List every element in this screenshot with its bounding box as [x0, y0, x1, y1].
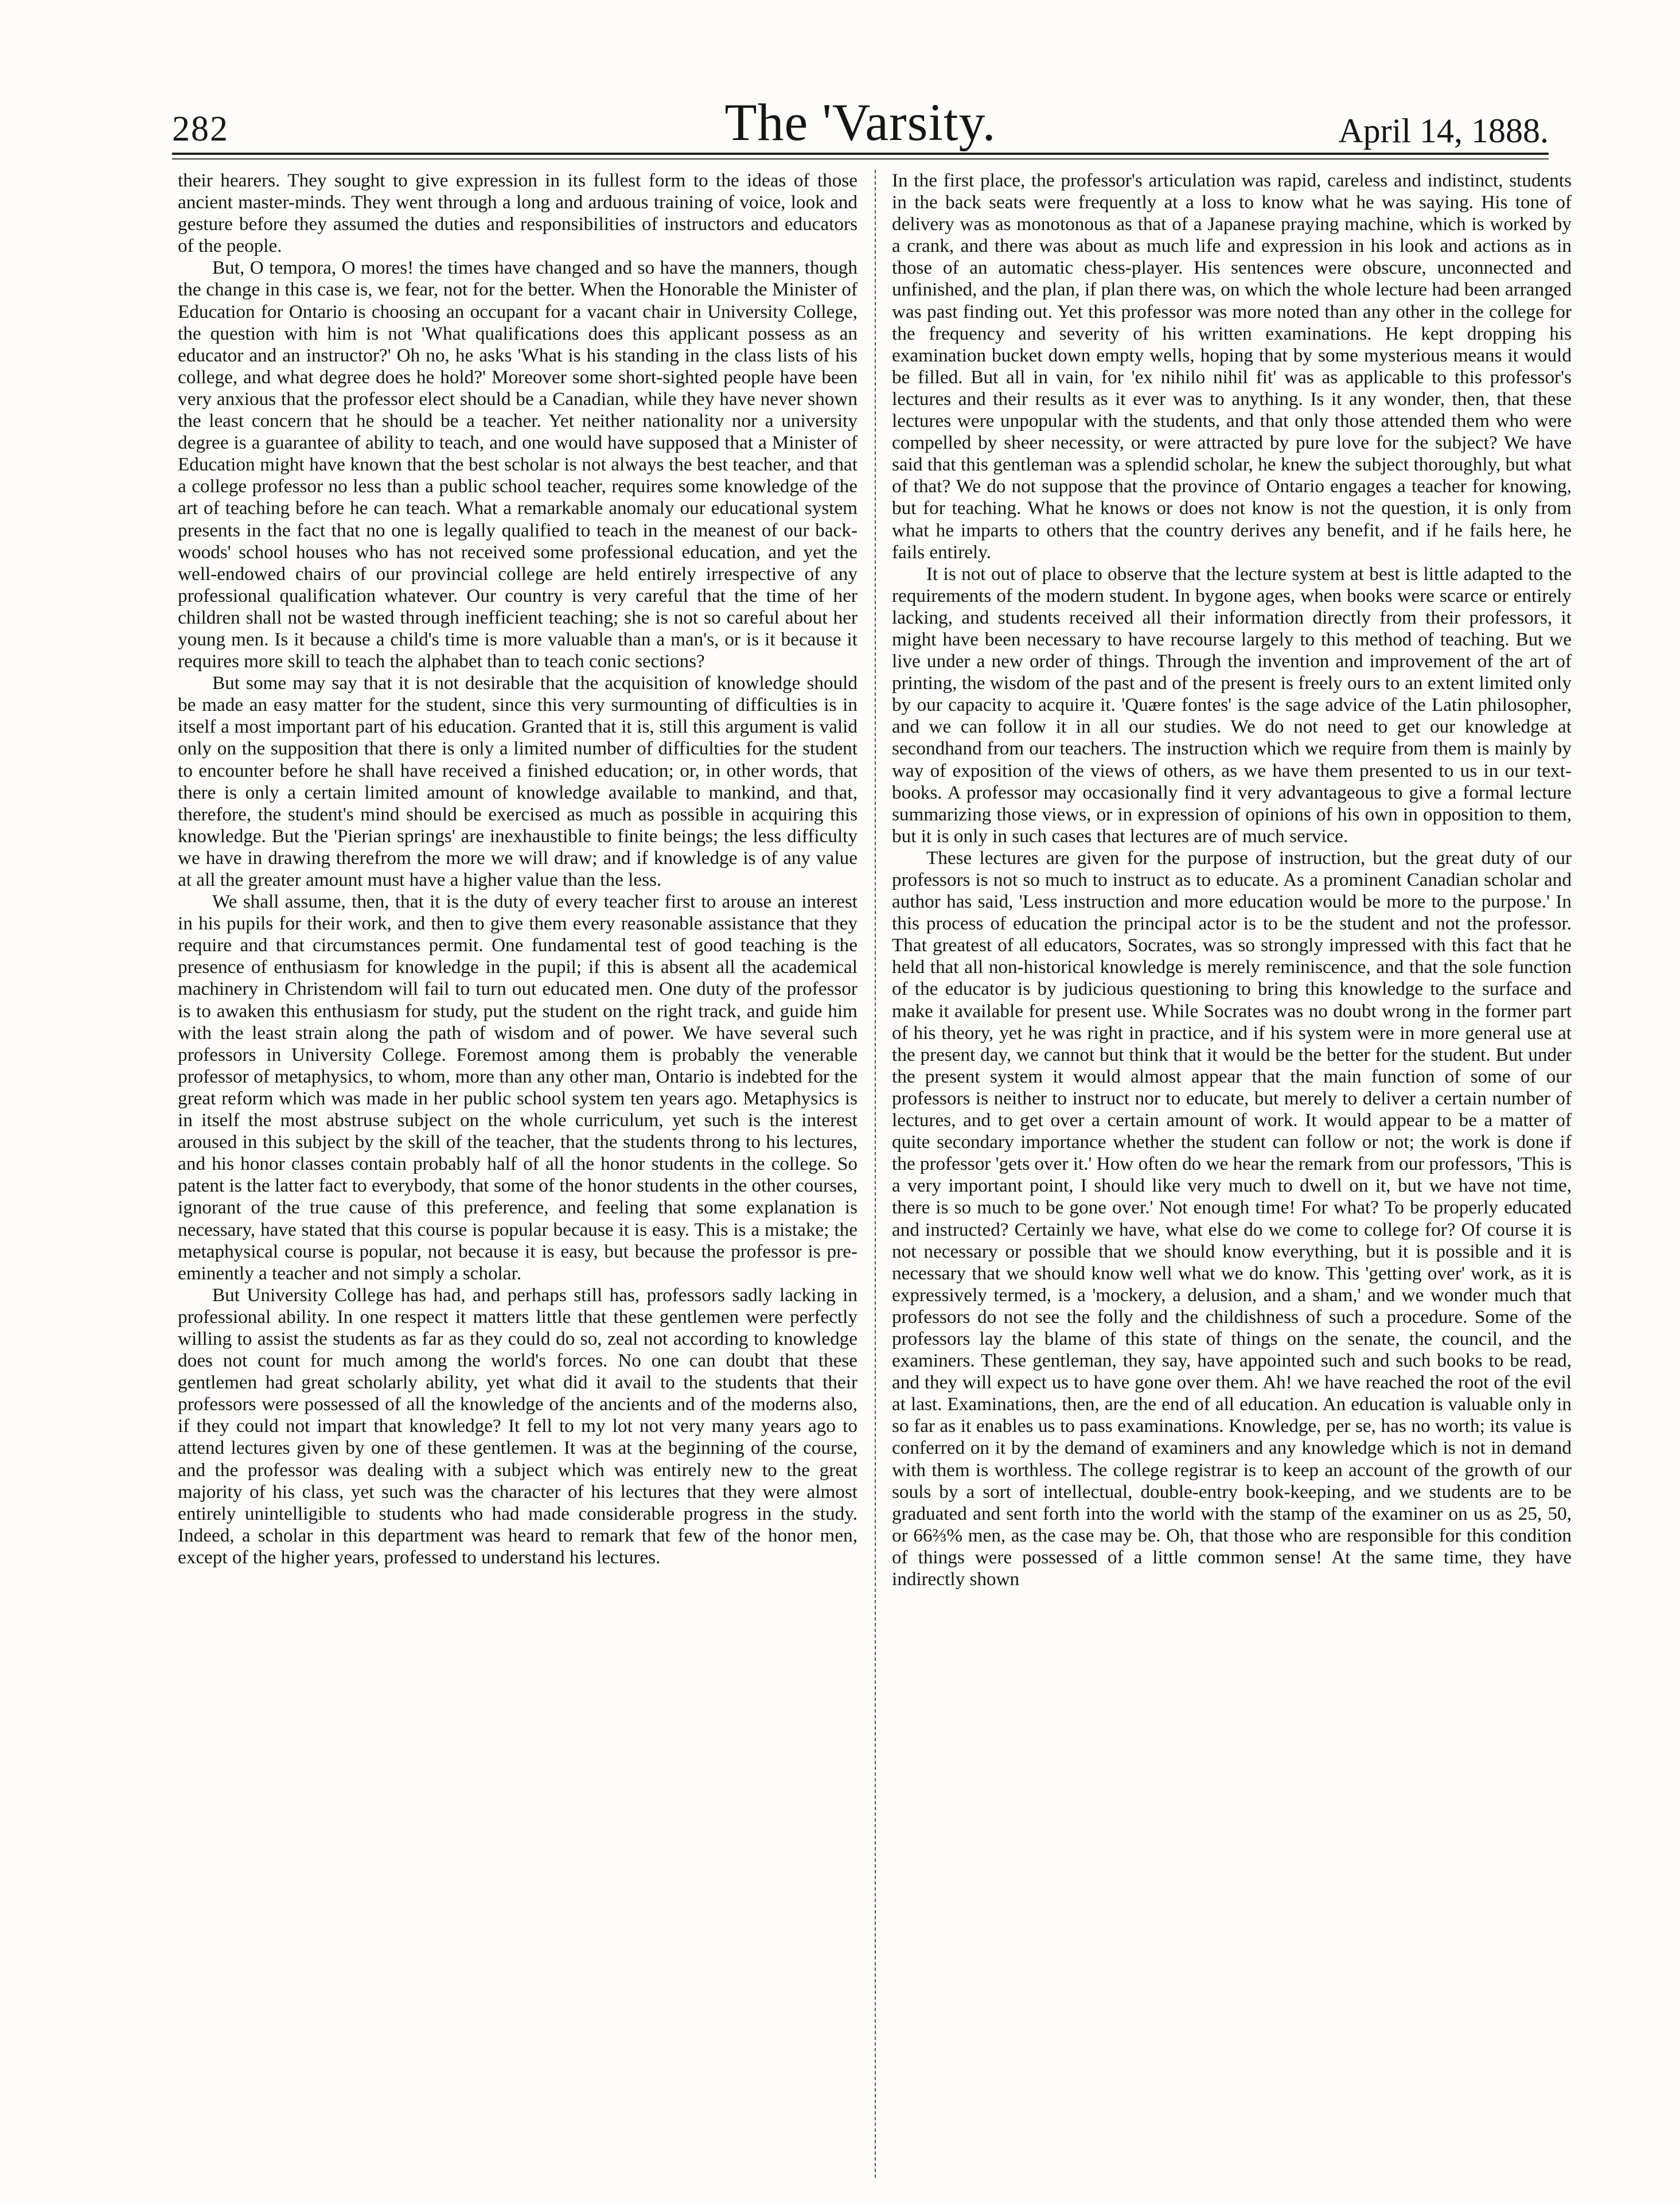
paragraph: It is not out of place to observe that the lecture system at best is little adapted to the requirements of the modern student. In bygone ages, when books were scarce or entirely lacking, and students received all their information directly from their professors, it might have been necessary to have recourse largely to this method of teaching. But we live under a new order of things. Through the invention and improvement of the art of printing, the wisdom of the past and of the present is freely ours to an extent limited only by our capacity to acquire it. 'Quære fontes' is the sage advice of the Latin philosopher, and we can follow it in all our studies. We do not need to get our knowledge at secondhand from our teachers. The instruction which we require from them is mainly by way of exposition of the views of others, as we have them presented to us in our text-books. A professor may occasionally find it very advantageous to give a formal lecture summarizing those views, or in expression of opinions of his own in opposition to them, but it is only in such cases that lectures are of much service. — [892, 563, 1572, 847]
column-divider — [875, 170, 876, 2178]
paragraph: But, O tempora, O mores! the times have changed and so have the manners, though the change in this case is, we fear, not for the better. When the Honorable the Minister of Education for Ontario is choosing an occupant for a vacant chair in University College, the question with him is not 'What qualifications does this applicant possess as an educator and an instructor?' Oh no, he asks 'What is his standing in the class lists of his college, and what degree does he hold?' Moreover some short-sighted people have been very anxious that the professor elect should be a Canadian, while they have never shown the least concern that he should be a teacher. Yet neither nationality nor a university degree is a guarantee of ability to teach, and one would have supposed that a Minister of Education might have known that the best scholar is not always the best teacher, and that a college professor no less than a public school teacher, requires some knowledge of the art of teaching before he can teach. What a remarkable anomaly our educational system presents in the fact that no one is legally qualified to teach in the meanest of our back-woods' school houses who has not received some professional education, and yet the well-endowed chairs of our provincial college are held entirely irrespective of any professional qualification whatever. Our country is very careful that the time of her children shall not be wasted through inefficient teaching; she is not so careful about her young men. Is it because a child's time is more valuable than a man's, or is it because it requires more skill to teach the alphabet than to teach conic sections? — [178, 257, 857, 672]
page-header — [172, 92, 1549, 161]
paragraph: In the first place, the professor's articulation was rapid, careless and indistinct, students in the back seats were frequently at a loss to know what he was saying. His tone of delivery was as monotonous as that of a Japanese praying machine, which is worked by a crank, and there was about as much life and expression in his look and actions as in those of an automatic chess-player. His sentences were obscure, unconnected and unfinished, and the plan, if plan there was, on which the whole lecture had been arranged was past finding out. Yet this professor was more noted than any other in the college for the frequency and severity of his written examinations. He kept dropping his examination bucket down empty wells, hoping that by some mysterious means it would be filled. But all in vain, for 'ex nihilo nihil fit' was as applicable to this professor's lectures and their results as it ever was to anything. Is it any wonder, then, that these lectures were unpopular with the students, and that only those attended them who were compelled by sheer necessity, or were attracted by pure love for the subject? We have said that this gentleman was a splendid scholar, he knew the subject thoroughly, but what of that? We do not suppose that the province of Ontario engages a teacher for knowing, but for teaching. What he knows or does not know is not the question, it is only from what he imparts to others that the country derives any benefit, and if he fails here, he fails entirely. — [892, 170, 1572, 563]
page-number: 282 — [172, 110, 229, 149]
paragraph: These lectures are given for the purpose of instruction, but the great duty of our professors is not so much to instruct as to educate. As a prominent Canadian scholar and author has said, 'Less instruction and more education would be more to the purpose.' In this process of education the principal actor is to be the student and not the professor. That greatest of all educators, Socrates, was so strongly impressed with this fact that he held that all non-historical knowledge is merely reminiscence, and that the sole function of the educator is by judicious questioning to bring this knowledge to the surface and make it available for present use. While Socrates was no doubt wrong in the former part of his theory, yet he was right in practice, and if his system were in more general use at the present day, we cannot but think that it would be the better for the student. But under the present system it would almost appear that the main function of some of our professors is neither to instruct nor to educate, but merely to deliver a certain number of lectures, and to get over a certain amount of work. It would appear to be a matter of quite secondary importance whether the student can follow or not; the work is done if the professor 'gets over it.' How often do we hear the remark from our professors, 'This is a very important point, I should like very much to dwell on it, but we have not time, there is so much to be gone over.' Not enough time! For what? To be properly educated and instructed? Certainly we have, what else do we come to college for? Of course it is not necessary or possible that we should know everything, but it is possible and it is necessary that we should know well what we do know. This 'getting over' work, as it is expressively termed, is a 'mockery, a delusion, and a sham,' and we wonder much that professors do not see the folly and the childishness of such a procedure. Some of the professors lay the blame of this state of things on the senate, the council, and the examiners. These gentleman, they say, have appointed such and such books to be read, and they will expect us to have gone over them. Ah! we have reached the root of the evil at last. Examinations, then, are the end of all education. An education is valuable only in so far as it enables us to pass examinations. Knowledge, per se, has no worth; its value is conferred on it by the demand of examiners and any knowledge which is not in demand with them is worthless. The college registrar is to keep an account of the growth of our souls by a sort of intellectual, double-entry book-keeping, and we students are to be graduated and sent forth into the world with the stamp of the examiner on us as 25, 50, or 66⅔% men, as the case may be. Oh, that those who are responsible for this condition of things were possessed of a little common sense! At the same time, they have indirectly shown — [892, 847, 1572, 1590]
issue-date: April 14, 1888. — [1338, 112, 1549, 150]
header-rule — [172, 153, 1549, 155]
right-column — [892, 170, 1572, 1590]
paragraph: But some may say that it is not desirable that the acquisition of knowledge should be made an easy matter for the student, since this very surmounting of difficulties is in itself a most important part of his education. Granted that it is, still this argument is valid only on the supposition that there is only a limited number of difficulties for the student to encounter before he shall have received a finished education; or, in other words, that there is only a certain limited amount of knowledge available to mankind, and that, therefore, the student's mind should be exercised as much as possible in acquiring this knowledge. But the 'Pierian springs' are inexhaustible to finite beings; the less difficulty we have in drawing therefrom the more we will draw; and if knowledge is of any value at all the greater amount must have a higher value than the less. — [178, 672, 857, 890]
header-rule-thin — [172, 158, 1549, 159]
paragraph: their hearers. They sought to give expression in its fullest form to the ideas of those ancient master-minds. They went through a long and arduous training of voice, look and gesture before they assumed the duties and responsibilities of instructors and educators of the people. — [178, 170, 857, 257]
masthead-title: The 'Varsity. — [724, 93, 996, 151]
paragraph: But University College has had, and perhaps still has, professors sadly lacking in professional ability. In one respect it matters little that these gentlemen were perfectly willing to assist the students as far as they could do so, zeal not according to knowledge does not count for much among the world's forces. No one can doubt that these gentlemen had great scholarly ability, yet what did it avail to the students that their professors were possessed of all the knowledge of the ancients and of the moderns also, if they could not impart that knowledge? It fell to my lot not very many years ago to attend lectures given by one of these gentlemen. It was at the beginning of the course, and the professor was dealing with a subject which was entirely new to the great majority of his class, yet such was the character of his lectures that they were almost entirely unintelligible to students who had made considerable progress in the study. Indeed, a scholar in this department was heard to remark that few of the honor men, except of the higher years, professed to understand his lectures. — [178, 1284, 857, 1568]
paragraph: We shall assume, then, that it is the duty of every teacher first to arouse an interest in his pupils for their work, and then to give them every reasonable assistance that they require and that circumstances permit. One fundamental test of good teaching is the presence of enthusiasm for knowledge in the pupil; if this is absent all the academical machinery in Christendom will fail to turn out educated men. One duty of the professor is to awaken this enthusiasm for study, put the student on the right track, and guide him with the least strain along the path of wisdom and of power. We have several such professors in University College. Foremost among them is probably the venerable professor of metaphysics, to whom, more than any other man, Ontario is indebted for the great reform which was made in her public school system ten years ago. Metaphysics is in itself the most abstruse subject on the whole curriculum, yet such is the interest aroused in this subject by the skill of the teacher, that the students throng to his lectures, and his honor classes contain probably half of all the honor students in the college. So patent is the latter fact to everybody, that some of the honor students in the other courses, ignorant of the true cause of this preference, and feeling that some explanation is necessary, have stated that this course is popular because it is easy. This is a mistake; the metaphysical course is popular, not because it is easy, but because the professor is pre-eminently a teacher and not simply a scholar. — [178, 891, 857, 1284]
left-column — [178, 170, 857, 1568]
